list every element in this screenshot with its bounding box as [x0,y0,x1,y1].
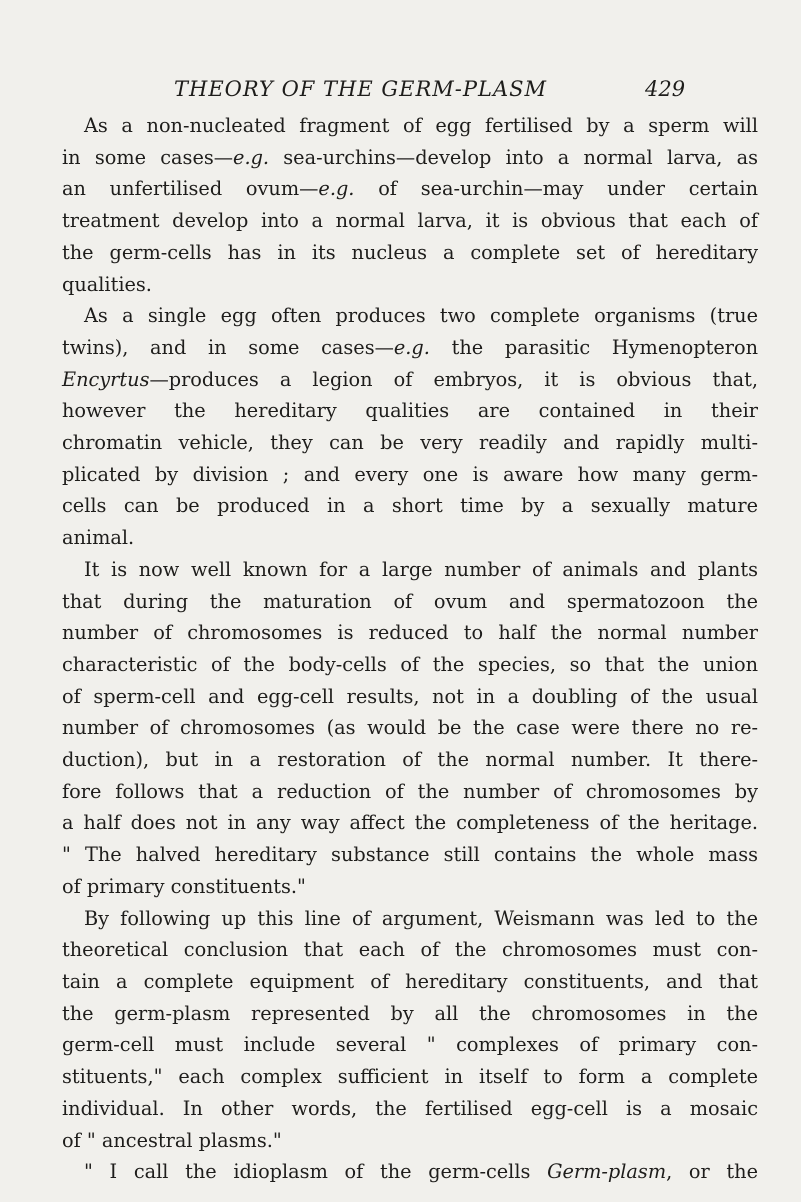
text-line: duction), but in a restoration of the normal number. It there- [62,748,758,772]
text-line: As a non-nucleated fragment of egg fertilised by a sperm will [84,114,758,137]
text-line: By following up this line of argument, Weismann was led to the [84,906,758,930]
text-line: animal. [62,526,135,550]
text-line: of " ancestral plasms." [62,1128,282,1152]
text-line: of primary constituents." [62,874,306,898]
text-line: the germ-plasm represented by all the chromosomes in the [62,1001,758,1025]
text-line: plicated by division ; and every one is aware how many germ- [62,462,758,486]
text-line: of sperm-cell and egg-cell results, not in a doubling of the usual [62,684,758,708]
paragraph [62,110,758,300]
text-line: number of chromosomes (as would be the case were there no re- [62,716,758,740]
page-header [62,60,758,110]
text-line: fore follows that a reduction of the number of chromosomes by [62,779,758,803]
text-line: number of chromosomes is reduced to half the normal number [62,621,758,645]
paragraph [62,300,758,554]
paragraph [62,554,758,903]
text-line: It is now well known for a large number of animals and plants [84,557,758,581]
paragraph [62,1156,758,1188]
paragraph [62,903,758,1157]
text-line: As a single egg often produces two complete organisms (true [84,304,758,328]
text-line: qualities. [62,272,152,296]
text-line: " I call the idioplasm of the germ-cells Germ-plasm, or the [84,1160,758,1184]
text-line: chromatin vehicle, they can be very readily and rapidly multi- [62,431,758,455]
body-text [62,110,758,1188]
text-line: germ-cell must include several " complexes of primary con- [62,1033,758,1057]
text-line: that during the maturation of ovum and spermatozoon the [62,589,758,613]
text-line: Encyrtus—produces a legion of embryos, it is obvious that, [62,367,758,391]
book-page [62,60,758,1188]
running-head: THEORY OF THE GERM-PLASM [174,77,548,101]
text-line: however the hereditary qualities are contained in their [62,399,758,423]
page-number: 429 [645,77,686,101]
text-line: tain a complete equipment of hereditary constituents, and that [62,969,758,993]
text-line: stituents," each complex sufficient in itself to form a complete [62,1065,758,1089]
text-line: a half does not in any way affect the completeness of the heritage. [62,811,758,835]
text-line: treatment develop into a normal larva, it is obvious that each of [62,209,758,233]
text-line: cells can be produced in a short time by a sexually mature [62,494,758,518]
text-line: an unfertilised ovum—e.g. of sea-urchin—may under certain [62,177,758,201]
text-line: theoretical conclusion that each of the chromosomes must con- [62,938,758,962]
text-line: twins), and in some cases—e.g. the parasitic Hymenopteron [62,335,758,359]
text-line: " The halved hereditary substance still contains the whole mass [62,843,758,867]
text-line: individual. In other words, the fertilised egg-cell is a mosaic [62,1096,758,1120]
text-line: the germ-cells has in its nucleus a complete set of hereditary [62,240,758,264]
text-line: characteristic of the body-cells of the species, so that the union [62,652,758,676]
text-line: in some cases—e.g. sea-urchins—develop into a normal larva, as [62,145,758,169]
